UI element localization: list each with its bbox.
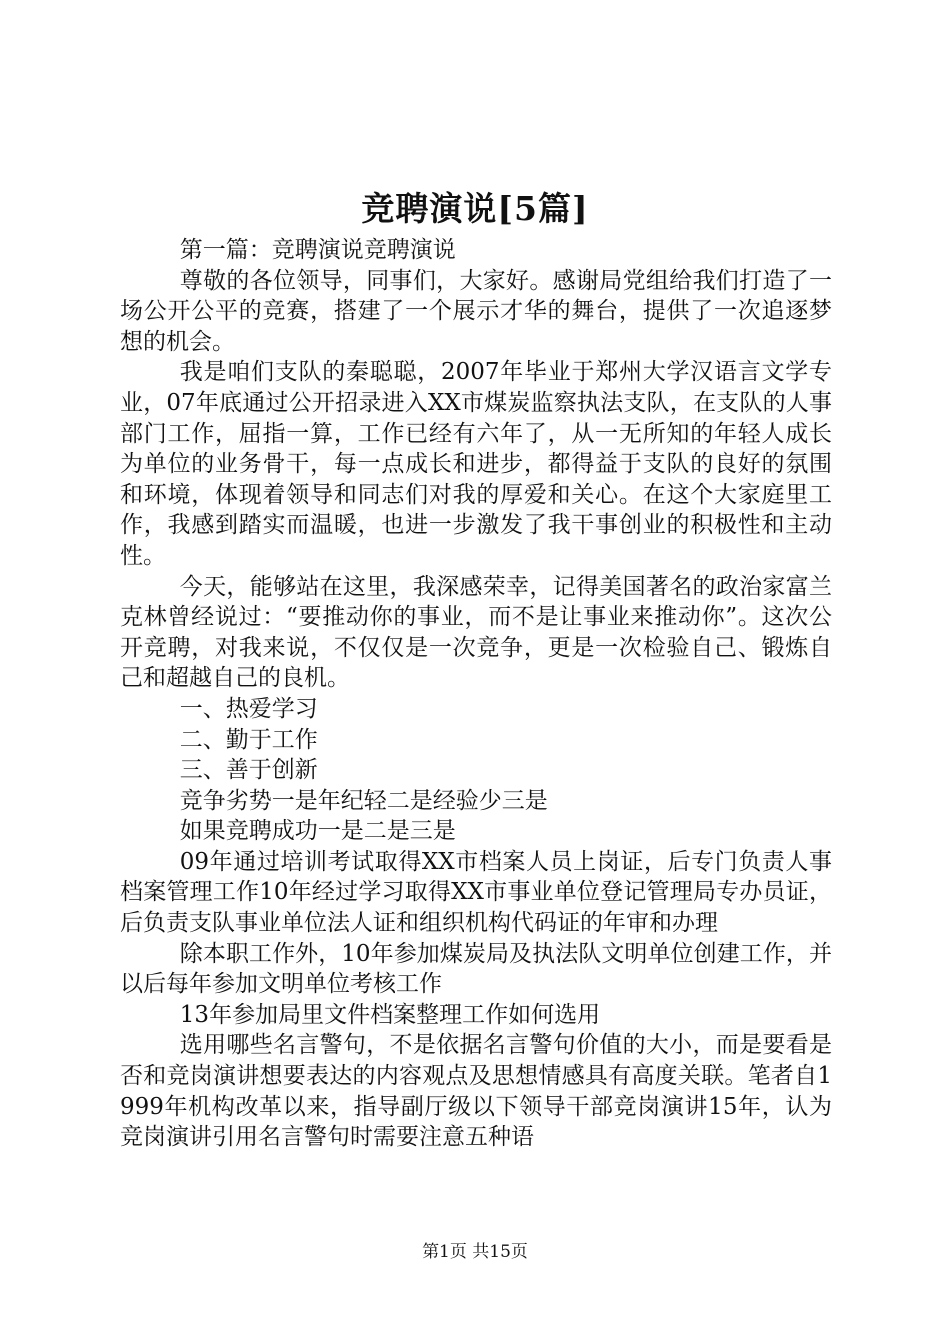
paragraph-quote: 今天，能够站在这里，我深感荣幸，记得美国著名的政治家富兰克林曾经说过：“要推动你的事业，而不是让事业来推动你”。这次公开竞聘，对我来说，不仅仅是一次竞争，更是一次检验自己、锻炼自己和超越自己的良机。 (120, 573, 832, 692)
paragraph-self-introduction: 我是咱们支队的秦聪聪，2007年毕业于郑州大学汉语言文学专业，07年底通过公开招录进入XX市煤炭监察执法支队，在支队的人事部门工作，屈指一算，工作已经有六年了，从一无所知的年轻人成长为单位的业务骨干，每一点成长和进步，都得益于支队的良好的氛围和环境，体现着领导和同志们对我的厚爱和关心。在这个大家庭里工作，我感到踏实而温暖，也进一步激发了我干事创业的积极性和主动性。 (120, 359, 832, 569)
paragraph-extra-work: 除本职工作外，10年参加煤炭局及执法队文明单位创建工作，并以后每年参加文明单位考核工作 (120, 940, 832, 998)
paragraph-greeting: 尊敬的各位领导，同事们，大家好。感谢局党组给我们打造了一场公开公平的竞赛，搭建了一个展示才华的舞台，提供了一次追逐梦想的机会。 (120, 267, 832, 355)
paragraph-point-2: 二、勤于工作 (179, 726, 318, 753)
paragraph-section-heading: 第一篇：竞聘演说竞聘演说 (179, 237, 456, 263)
paragraph-point-3: 三、善于创新 (179, 757, 318, 784)
paragraph-weakness: 竞争劣势一是年纪轻二是经验少三是 (179, 787, 548, 814)
paragraph-certificates: 09年通过培训考试取得XX市档案人员上岗证，后专门负责人事档案管理工作10年经过学习取得XX市事业单位登记管理局专办员证，后负责支队事业单位法人证和组织机构代码证的年审和办理 (120, 848, 832, 937)
page-indicator: 第1页 共15页 (422, 1242, 528, 1262)
paragraph-quotes-advice: 选用哪些名言警句，不是依据名言警句价值的大小，而是要看是否和竞岗演讲想要表达的内容观点及思想情感具有高度关联。笔者自1999年机构改革以来，指导副厅级以下领导干部竞岗演讲15年，认为竞岗演讲引用名言警句时需要注意五种语 (120, 1032, 832, 1151)
paragraph-archive-work: 13年参加局里文件档案整理工作如何选用 (179, 1001, 601, 1028)
paragraph-if-success: 如果竞聘成功一是二是三是 (179, 818, 456, 845)
document-title: 竞聘演说[5篇] (361, 189, 589, 228)
document-body (120, 235, 832, 1153)
paragraph-point-1: 一、热爱学习 (179, 695, 318, 722)
